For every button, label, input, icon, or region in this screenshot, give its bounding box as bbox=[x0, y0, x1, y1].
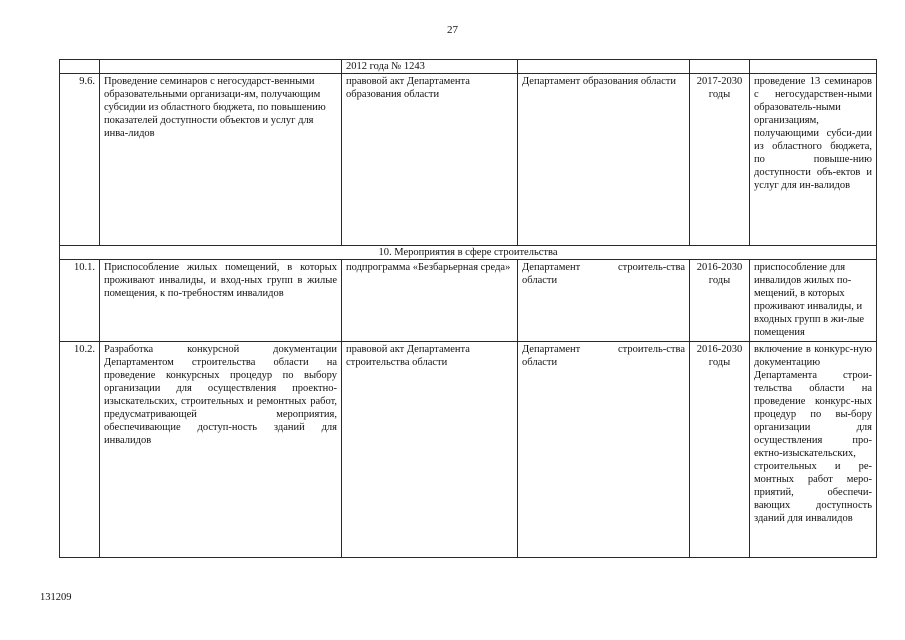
cell-basis: подпрограмма «Безбарьерная среда» bbox=[342, 260, 518, 342]
cell-num: 10.2. bbox=[60, 342, 100, 558]
cell-years: 2017-2030 годы bbox=[690, 74, 750, 246]
cell-years: 2016-2030 годы bbox=[690, 342, 750, 558]
cell-executor: Департамент строитель-ства области bbox=[518, 260, 690, 342]
cell-result: проведение 13 семинаров с негосударствен-ными образователь-ными организациям, получающими субси-дии из областного бюджета, по повыше-нию доступности объ-ектов и услуг для ин-валидов bbox=[750, 74, 877, 246]
cell-measure: Приспособление жилых помещений, в которых проживают инвалиды, и вход-ных групп в жилые помещения, к по-требностям инвалидов bbox=[100, 260, 342, 342]
table-row-continuation bbox=[60, 60, 877, 74]
table-row-9-6 bbox=[60, 74, 877, 246]
cell-num: 9.6. bbox=[60, 74, 100, 246]
cell-num: 10.1. bbox=[60, 260, 100, 342]
measures-table bbox=[59, 59, 877, 558]
cell-basis: 2012 года № 1243 bbox=[342, 60, 518, 74]
cell-result bbox=[750, 60, 877, 74]
section-title: 10. Мероприятия в сфере строительства bbox=[60, 246, 877, 260]
document-code: 131209 bbox=[40, 592, 72, 603]
section-header-row bbox=[60, 246, 877, 260]
cell-executor: Департамент образования области bbox=[518, 74, 690, 246]
table-row-10-2 bbox=[60, 342, 877, 558]
cell-executor bbox=[518, 60, 690, 74]
cell-basis: правовой акт Департамента образования области bbox=[342, 74, 518, 246]
cell-measure: Проведение семинаров с негосударст-венными образовательными организаци-ям, получающим субсидии из областного бюджета, по повышению показателей доступности объектов и услуг для инва-лидов bbox=[100, 74, 342, 246]
cell-measure: Разработка конкурсной документации Департаментом строительства области на проведение конкурсных процедур по выбору организации для осуществления проектно-изыскательских, строительных и ремонтных работ, предусматривающей мероприятия, обеспечивающие доступ-ность зданий для инвалидов bbox=[100, 342, 342, 558]
cell-result: включение в конкурс-ную документацию Департамента строи-тельства области на проведение конкурс-ных процедур по вы-бору организации для осуществления про-ектно-изыскательских, строительных и ре-монтных работ меро-приятий, обеспечи-вающих доступность зданий для инвалидов bbox=[750, 342, 877, 558]
cell-years: 2016-2030 годы bbox=[690, 260, 750, 342]
cell-result: приспособление для инвалидов жилых по-мещений, в которых проживают инвалиды, и входных групп в жи-лые помещения bbox=[750, 260, 877, 342]
cell-basis: правовой акт Департамента строительства области bbox=[342, 342, 518, 558]
cell-measure bbox=[100, 60, 342, 74]
table-row-10-1 bbox=[60, 260, 877, 342]
cell-executor: Департамент строитель-ства области bbox=[518, 342, 690, 558]
cell-years bbox=[690, 60, 750, 74]
cell-num bbox=[60, 60, 100, 74]
page-number: 27 bbox=[447, 24, 458, 36]
